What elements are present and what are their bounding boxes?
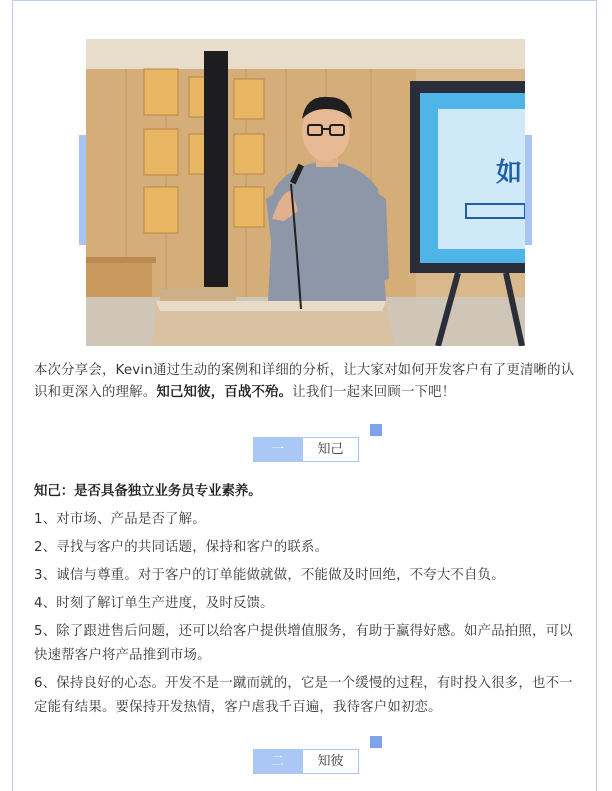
section-number: 二 [253, 749, 302, 774]
list-item: 3、诚信与尊重。对于客户的订单能做就做，不能做及时回绝，不夸大不自负。 [34, 568, 505, 583]
intro-bold-phrase: 知己知彼，百战不殆。 [156, 385, 293, 400]
section-label-square [370, 736, 382, 748]
photo-block [79, 39, 532, 346]
intro-text-2: 让我们一起来回顾一下吧！ [292, 385, 456, 400]
section-heading: 知己：是否具备独立业务员专业素养。 [34, 484, 262, 499]
list-item: 1、对市场、产品是否了解。 [34, 512, 206, 527]
section-title: 知彼 [302, 749, 359, 774]
section-label-square [370, 424, 382, 436]
section-label-2 [253, 749, 359, 774]
list-item: 2、寻找与客户的共同话题，保持和客户的联系。 [34, 540, 329, 555]
screen-glyph: 如 [496, 158, 523, 188]
list-item: 6、保持良好的心态。开发不是一蹴而就的，它是一个缓慢的过程，有时投入很多，也不一定能有结果。要保持开发热情，客户虐我千百遍，我待客户如初恋。 [34, 676, 573, 715]
list-item: 4、时刻了解订单生产进度，及时反馈。 [34, 596, 274, 611]
photo-accent-right [524, 135, 532, 245]
intro-paragraph [34, 360, 579, 404]
list-item: 5、除了跟进售后问题，还可以给客户提供增值服务，有助于赢得好感。如产品拍照，可以快速帮客户将产品推到市场。 [34, 624, 573, 663]
speaker-photo [86, 39, 525, 346]
intro-text-1: 本次分享会，Kevin通过生动的案例和详细的分析，让大家对如何开发客户有了更清晰的认识和更深入的理解。 [34, 363, 575, 400]
section-label-1 [253, 437, 359, 462]
section-title: 知己 [302, 437, 359, 462]
section-number: 一 [253, 437, 302, 462]
